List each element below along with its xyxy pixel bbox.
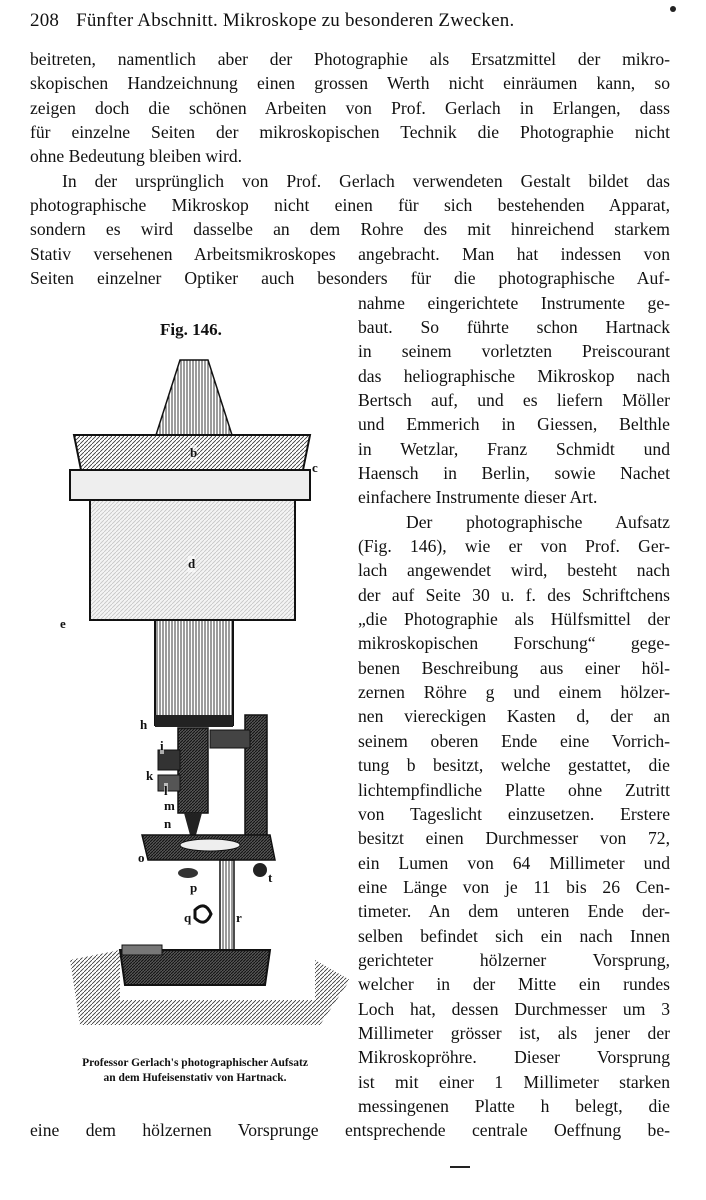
text-line: Haensch in Berlin, sowie Nachet	[358, 462, 670, 483]
figure-letter-n: n	[164, 816, 172, 831]
figure-letter-p: p	[190, 880, 198, 895]
figure-letter-l: l	[164, 783, 168, 798]
text-line: das heliographische Mikroskop nach	[358, 365, 670, 386]
text-line: zeigen doch die schönen Arbeiten von Prof. Gerlach in Erlangen, dass	[30, 97, 670, 118]
text-line: Seiten einzelner Optiker auch besonders für die photographische Auf-	[30, 268, 670, 289]
figure-letter-r: r	[236, 910, 242, 925]
text-line: einfachere Instrumente dieser Art.	[358, 487, 598, 508]
text-line: sondern es wird dasselbe an dem Rohre des mit hinreichend starkem	[30, 219, 670, 240]
microscope-engraving	[60, 320, 360, 1040]
text-line: Der photographische Aufsatz	[406, 511, 670, 532]
text-line: (Fig. 146), wie er von Prof. Ger-	[358, 536, 670, 556]
figure-letter-e: e	[60, 616, 66, 631]
text-line: skopischen Handzeichnung einen grossen Werth nicht einräumen kann, so	[30, 73, 670, 94]
eyepiece-cone	[156, 360, 232, 435]
text-line: für einzelne Seiten der mikroskopischen Technik die Photographie nicht	[30, 122, 670, 143]
text-line: „die Photographie als Hülfsmittel der	[358, 609, 670, 630]
text-line: nen viereckigen Kasten d, der an	[358, 706, 670, 727]
text-line: Millimeter grösser ist, als jener der	[358, 1023, 670, 1043]
text-line: Stativ versehenen Arbeitsmikroskopes angebracht. Man hat indessen von	[30, 243, 670, 264]
text-line: zernen Röhre g und einem hölzer-	[358, 682, 670, 703]
text-line: In der ursprünglich von Prof. Gerlach verwendeten Gestalt bildet das	[62, 170, 670, 191]
figure-letter-k: k	[146, 768, 154, 783]
caption-line-2: an dem Hufeisenstativ von Hartnack.	[103, 1072, 287, 1084]
text-line: besitzt einen Durchmesser von 72,	[358, 828, 670, 849]
text-line: eine Länge von je 11 bis 26 Cen-	[358, 876, 670, 897]
text-line: von Tageslicht einzusetzen. Erstere	[358, 803, 670, 824]
figure-letter-b: b	[190, 445, 198, 460]
text-line: eine dem hölzernen Vorsprunge entsprechende centrale Oeffnung be-	[30, 1120, 670, 1141]
text-line: gerichteter hölzerner Vorsprung,	[358, 949, 670, 970]
text-line: nahme eingerichtete Instrumente ge-	[358, 292, 670, 313]
text-line: der auf Seite 30 u. f. des Schriftchens	[358, 584, 670, 605]
text-line: mikroskopischen Forschung“ gege-	[358, 633, 670, 654]
figure-letter-i: i	[160, 738, 164, 753]
page-number: 208	[30, 10, 60, 31]
text-line: selben befindet sich ein nach Innen	[358, 925, 670, 946]
figure-letter-c: c	[312, 460, 318, 475]
text-line: in Wetzlar, Franz Schmidt und	[358, 438, 670, 459]
text-line: ohne Bedeutung bleiben wird.	[30, 146, 243, 167]
text-line: ist mit einer 1 Millimeter starken	[358, 1071, 670, 1092]
text-line: tung b besitzt, welche gestattet, die	[358, 755, 670, 776]
running-head-title: Fünfter Abschnitt. Mikroskope zu besonderen Zwecken.	[76, 10, 515, 31]
text-line: benen Beschreibung aus einer höl-	[358, 657, 670, 678]
text-line: welcher in der Mitte ein rundes	[358, 974, 670, 995]
text-line: und Emmerich in Giessen, Belthle	[358, 414, 670, 435]
microscope-tube	[178, 728, 208, 813]
wooden-tube-g	[155, 620, 233, 725]
figure-letter-m: m	[164, 798, 175, 813]
text-line: in seinem vorletzten Preiscourant	[358, 341, 670, 362]
figure-caption	[30, 1056, 360, 1086]
figure-letter-q: q	[184, 910, 192, 925]
text-line: lichtempfindliche Platte ohne Zutritt	[358, 779, 670, 800]
bottom-dash	[450, 1166, 470, 1168]
figure-letter-o: o	[138, 850, 145, 865]
text-line: baut. So führte schon Hartnack	[358, 316, 670, 337]
text-line: timeter. An dem unteren Ende der-	[358, 901, 670, 922]
figure-146	[60, 320, 360, 1040]
caption-line-1: Professor Gerlach's photographischer Aufsatz	[82, 1057, 308, 1069]
text-line: Bertsch auf, und es liefern Möller	[358, 389, 670, 410]
text-line: beitreten, namentlich aber der Photographie als Ersatzmittel der mikro-	[30, 49, 670, 69]
text-line: seinem oberen Ende eine Vorrich-	[358, 730, 670, 751]
text-line: messingenen Platte h belegt, die	[358, 1096, 670, 1117]
text-line: lach angewendet wird, besteht nach	[358, 560, 670, 581]
figure-letter-h: h	[140, 717, 148, 732]
text-line: Loch hat, dessen Durchmesser um 3	[358, 998, 670, 1019]
figure-letter-t: t	[268, 870, 273, 885]
figure-letter-d: d	[188, 556, 196, 571]
running-head	[30, 10, 680, 32]
text-line: photographische Mikroskop nicht einen für sich bestehenden Apparat,	[30, 195, 670, 216]
text-line: ein Lumen von 64 Millimeter und	[358, 852, 670, 873]
text-line: Mikroskopröhre. Dieser Vorsprung	[358, 1047, 670, 1068]
figure-label: Fig. 146.	[160, 320, 222, 339]
